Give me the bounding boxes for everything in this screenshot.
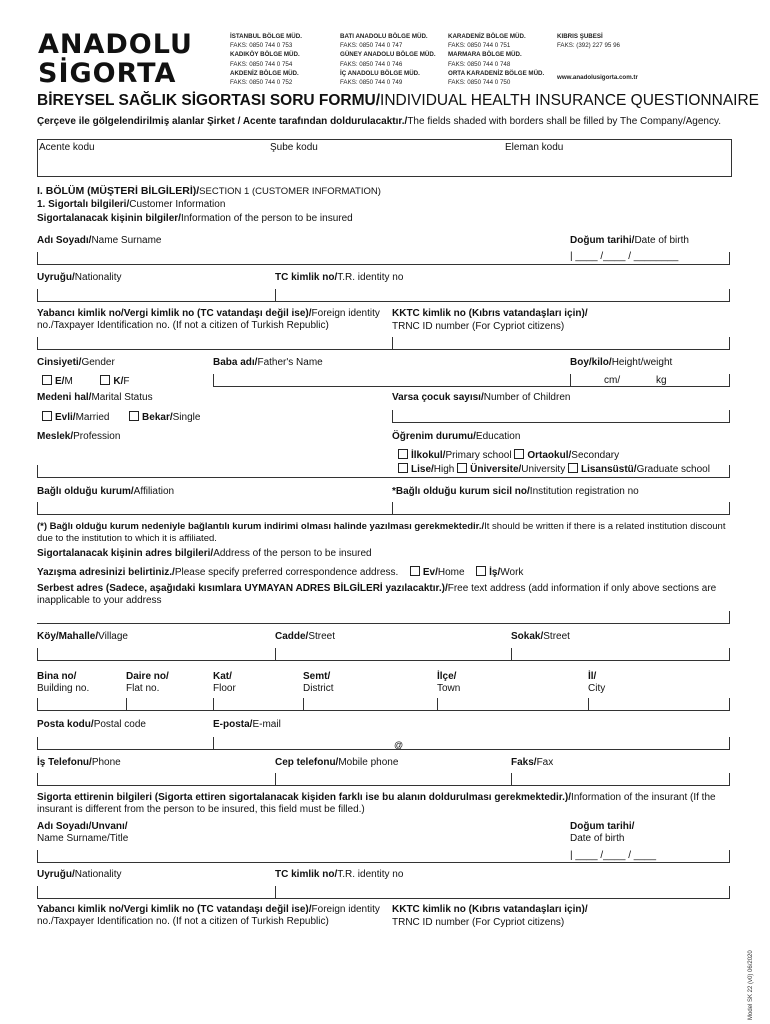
- insurant-dob-label: Doğum tarihi/ Date of birth: [570, 821, 635, 844]
- foreign-kktc-field[interactable]: [37, 349, 730, 350]
- gender-label: Cinsiyeti/Gender: [37, 357, 115, 368]
- registration-label: *Bağlı olduğu kurum sicil no/Institution registration no: [392, 486, 639, 497]
- email-label: E-posta/E-mail: [213, 719, 281, 730]
- mobile-label: Cep telefonu/Mobile phone: [275, 757, 399, 768]
- building-field[interactable]: [37, 710, 730, 711]
- lane-label: Sokak/Street: [511, 631, 570, 642]
- phone-field[interactable]: [37, 785, 730, 786]
- form-code: Model SK 22 (v0) 06/2020: [748, 950, 754, 1020]
- office-col-1: İSTANBUL BÖLGE MÜD. FAKS: 0850 744 0 753 KADIKÖY BÖLGE MÜD. FAKS: 0850 744 0 754 AKDENİZ BÖLGE MÜD. FAKS: 0850 744 0 752: [230, 33, 302, 87]
- address-heading: Sigortalanacak kişinin adres bilgileri/Address of the person to be insured: [37, 548, 372, 559]
- name-field[interactable]: [37, 264, 730, 265]
- name-label: Adı Soyadı/Name Surname: [37, 235, 162, 246]
- female-checkbox[interactable]: [100, 375, 110, 385]
- office-col-4: KIBRIS ŞUBESİ FAKS: (392) 227 95 96: [557, 33, 620, 50]
- education-options-1: İlkokul/Primary school Ortaokul/Secondary: [398, 449, 619, 462]
- building-label: Bina no/ Building no.: [37, 671, 90, 694]
- height-weight-label: Boy/kilo/Height/weight: [570, 357, 673, 368]
- work-phone-label: İş Telefonu/Phone: [37, 757, 121, 768]
- insurant-name-field[interactable]: [37, 862, 730, 863]
- website: www.anadolusigorta.com.tr: [557, 74, 638, 81]
- kktc-label: KKTC kimlik no (Kıbrıs vatandaşları için)/: [392, 308, 588, 319]
- dob-label: Doğum tarihi/Date of birth: [570, 235, 689, 246]
- affiliation-label: Bağlı olduğu kurum/Affiliation: [37, 486, 175, 497]
- kktc-label-en: TRNC ID number (For Cypriot citizens): [392, 321, 565, 332]
- children-field[interactable]: [392, 422, 730, 423]
- insurant-kktc-label: KKTC kimlik no (Kıbrıs vatandaşları için)/: [392, 904, 588, 915]
- section-1-title: I. BÖLÜM (MÜŞTERİ BİLGİLERİ)/SECTION 1 (CUSTOMER INFORMATION): [37, 185, 381, 197]
- secondary-checkbox[interactable]: [514, 449, 524, 459]
- insurant-heading: Sigorta ettirenin bilgileri (Sigorta ettiren sigortalanacak kişiden farklı ise bu alanın doldurulması gerekmektedir.)/Information of the insurant (If the insurant is different from the person to be insured, this field must be filled.): [37, 792, 716, 815]
- city-label: İl/ City: [588, 671, 606, 694]
- branch-code-label: Şube kodu: [270, 142, 318, 153]
- correspondence-label: Yazışma adresinizi belirtiniz./Please specify preferred correspondence address. Ev/Home İş/Work: [37, 567, 524, 578]
- free-address-field[interactable]: [37, 623, 730, 624]
- insurant-name-label: Adı Soyadı/Unvanı/ Name Surname/Title: [37, 821, 129, 844]
- insurant-foreign-label: Yabancı kimlik no/Vergi kimlik no (TC vatandaşı değil ise)/Foreign identity no./Taxpayer Identification no. (If not a citizen of Turkish Republic): [37, 904, 380, 927]
- discount-note: (*) Bağlı olduğu kurum nedeniyle bağlantılı kurum indirimi olması halinde yazılması gerekmektedir./It should be written if there is a related institution discount due to the institution to which it is affiliated.: [37, 521, 726, 544]
- postal-label: Posta kodu/Postal code: [37, 719, 146, 730]
- insured-heading: 1. Sigortalı bilgileri/Customer Information: [37, 199, 226, 210]
- postal-email-field[interactable]: [37, 749, 730, 750]
- floor-label: Kat/ Floor: [213, 671, 236, 694]
- agency-box: [37, 139, 732, 177]
- village-street-field[interactable]: [37, 660, 730, 661]
- nationality-tc-field[interactable]: [37, 301, 730, 302]
- district-label: Semt/ District: [303, 671, 334, 694]
- marital-label: Medeni hal/Marital Status: [37, 392, 153, 403]
- form-subtitle: Çerçeve ile gölgelendirilmiş alanlar Şirket / Acente tarafından doldurulacaktır./The fields shaded with borders shall be filled by The Company/Agency.: [37, 116, 722, 127]
- single-checkbox[interactable]: [129, 411, 139, 421]
- father-label: Baba adı/Father's Name: [213, 357, 323, 368]
- gender-options: E/M K/F: [42, 375, 129, 388]
- profession-field[interactable]: [37, 477, 730, 478]
- insurant-kktc-label-en: TRNC ID number (For Cypriot citizens): [392, 917, 565, 928]
- home-checkbox[interactable]: [410, 566, 420, 576]
- street-label: Cadde/Street: [275, 631, 336, 642]
- education-label: Öğrenim durumu/Education: [392, 431, 521, 442]
- town-label: İlçe/ Town: [437, 671, 461, 694]
- fax-label: Faks/Fax: [511, 757, 554, 768]
- affiliation-field[interactable]: [37, 514, 730, 515]
- nationality-label: Uyruğu/Nationality: [37, 272, 122, 283]
- staff-code-label: Eleman kodu: [505, 142, 564, 153]
- company-logo: ANADOLU SİGORTA: [38, 29, 193, 89]
- cm-unit: cm/: [604, 375, 621, 386]
- high-checkbox[interactable]: [398, 463, 408, 473]
- office-col-3: KARADENİZ BÖLGE MÜD. FAKS: 0850 744 0 751 MARMARA BÖLGE MÜD. FAKS: 0850 744 0 748 ORTA KARADENİZ BÖLGE MÜD. FAKS: 0850 744 0 750: [448, 33, 545, 87]
- kg-unit: kg: [656, 375, 667, 386]
- village-label: Köy/Mahalle/Village: [37, 631, 128, 642]
- agent-code-label: Acente kodu: [39, 142, 95, 153]
- office-col-2: BATI ANADOLU BÖLGE MÜD. FAKS: 0850 744 0 747 GÜNEY ANADOLU BÖLGE MÜD. FAKS: 0850 744 0 746 İÇ ANADOLU BÖLGE MÜD. FAKS: 0850 744 0 749: [340, 33, 436, 87]
- work-checkbox[interactable]: [476, 566, 486, 576]
- university-checkbox[interactable]: [457, 463, 467, 473]
- education-options-2: Lise/High Üniversite/University Lisansüstü/Graduate school: [398, 463, 710, 476]
- tc-label: TC kimlik no/T.R. identity no: [275, 272, 404, 283]
- flat-label: Daire no/ Flat no.: [126, 671, 169, 694]
- children-label: Varsa çocuk sayısı/Number of Children: [392, 392, 571, 403]
- male-checkbox[interactable]: [42, 375, 52, 385]
- insurant-dob-blank: | ____ /____ / ____: [570, 850, 657, 861]
- primary-checkbox[interactable]: [398, 449, 408, 459]
- married-checkbox[interactable]: [42, 411, 52, 421]
- free-address-label: Serbest adres (Sadece, aşağıdaki kısımlara UYMAYAN ADRES BİLGİLERİ yazılacaktır.)/Free text address (add information if only above sections are inapplicable to your address: [37, 583, 717, 606]
- insurant-nationality-field[interactable]: [37, 898, 730, 899]
- person-heading: Sigortalanacak kişinin bilgiler/Information of the person to be insured: [37, 213, 353, 224]
- profession-label: Meslek/Profession: [37, 431, 121, 442]
- marital-options: Evli/Married Bekar/Single: [42, 411, 200, 424]
- insurant-tc-label: TC kimlik no/T.R. identity no: [275, 869, 404, 880]
- email-at: @: [394, 740, 404, 750]
- father-height-field[interactable]: [213, 386, 730, 387]
- graduate-checkbox[interactable]: [568, 463, 578, 473]
- form-title: BİREYSEL SAĞLIK SİGORTASI SORU FORMU/INDIVIDUAL HEALTH INSURANCE QUESTIONNAIRE: [37, 92, 759, 109]
- dob-blank: | ____ /____ / ________: [570, 251, 679, 262]
- foreign-id-label: Yabancı kimlik no/Vergi kimlik no (TC vatandaşı değil ise)/Foreign identity no./Taxpayer Identification no. (If not a citizen of Turkish Republic): [37, 308, 380, 331]
- insurant-nationality-label: Uyruğu/Nationality: [37, 869, 122, 880]
